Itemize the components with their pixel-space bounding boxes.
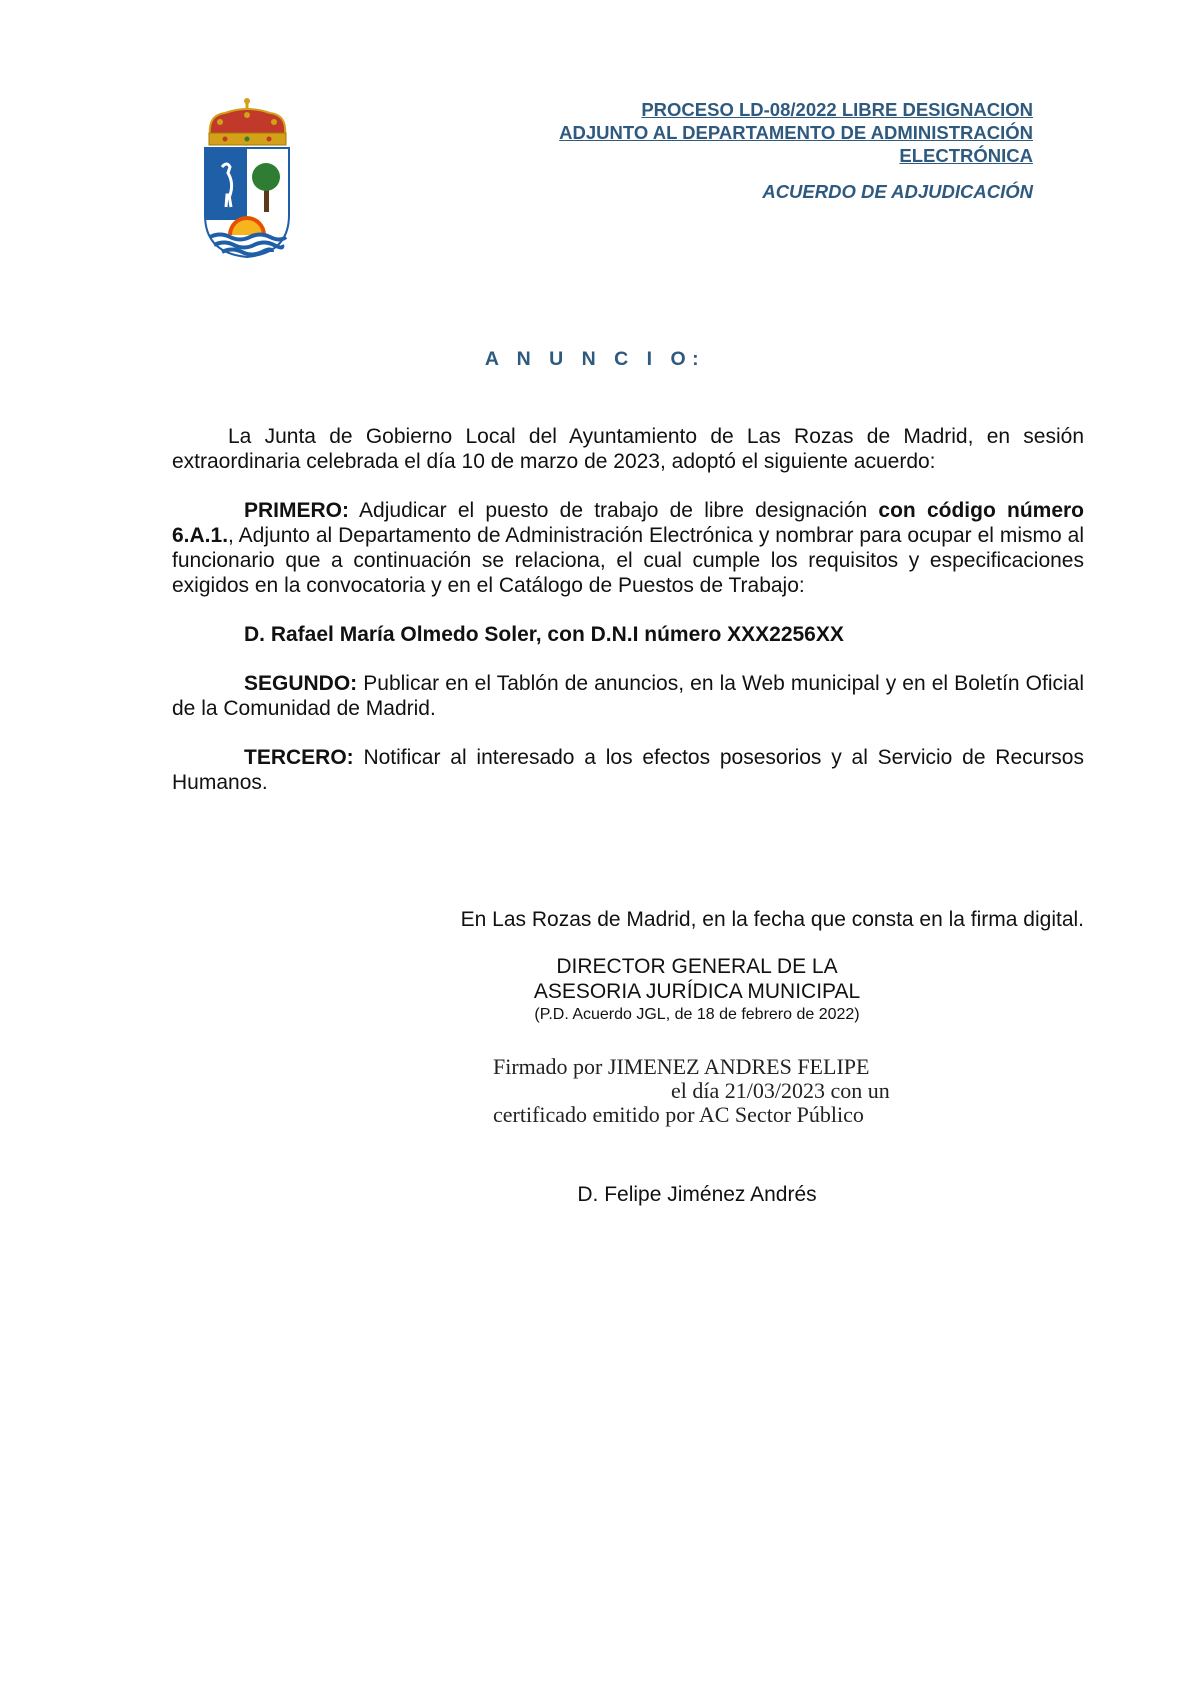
primero-text-1: Adjudicar el puesto de trabajo de libre designación xyxy=(349,499,879,522)
segundo-label: SEGUNDO: xyxy=(244,672,358,695)
tercero-label: TERCERO: xyxy=(244,746,354,769)
primero-text-2: , Adjunto al Departamento de Administración Electrónica y nombrar para ocupar el mismo al funcionario que a continuación se relaciona, el cual cumple los requisitos y especificaciones exigidos en la convocatoria y en el Catálogo de Puestos de Trabajo: xyxy=(172,524,1084,597)
segundo-paragraph xyxy=(172,671,1084,721)
primero-paragraph xyxy=(172,498,1084,598)
signer-role-2: ASESORIA JURÍDICA MUNICIPAL xyxy=(533,980,861,1003)
signer-role-1: DIRECTOR GENERAL DE LA xyxy=(556,955,838,978)
document-subtitle: ACUERDO DE ADJUDICACIÓN xyxy=(762,181,1033,202)
signer-name: D. Felipe Jiménez Andrés xyxy=(577,1183,817,1206)
tercero-text: Notificar al interesado a los efectos posesorios y al Servicio de Recursos Humanos. xyxy=(172,746,1084,794)
signature-place: En Las Rozas de Madrid, en la fecha que consta en la firma digital. xyxy=(460,908,1084,931)
primero-code: con código número 6.A.1. xyxy=(172,499,1084,547)
digital-signature-stamp xyxy=(493,1055,913,1127)
document-body xyxy=(172,424,1084,819)
intro-paragraph: La Junta de Gobierno Local del Ayuntamiento de Las Rozas de Madrid, en sesión extraordinaria celebrada el día 10 de marzo de 2023, adoptó el siguiente acuerdo: xyxy=(172,425,1084,473)
delegation-note: (P.D. Acuerdo JGL, de 18 de febrero de 2022) xyxy=(534,1006,860,1023)
page-title: A N U N C I O: xyxy=(484,348,706,370)
coat-of-arms-icon xyxy=(200,95,295,260)
process-line-3: ELECTRÓNICA xyxy=(899,145,1033,166)
tercero-paragraph xyxy=(172,745,1084,795)
segundo-text: Publicar en el Tablón de anuncios, en la Web municipal y en el Boletín Oficial de la Comunidad de Madrid. xyxy=(172,672,1084,720)
signature-block xyxy=(430,907,1084,1025)
process-line-1: PROCESO LD-08/2022 LIBRE DESIGNACION xyxy=(641,99,1033,120)
appointed-person: D. Rafael María Olmedo Soler, con D.N.I número XXX2256XX xyxy=(244,623,844,646)
stamp-line-3: certificado emitido por AC Sector Público xyxy=(493,1102,864,1127)
stamp-line-1: Firmado por JIMENEZ ANDRES FELIPE xyxy=(493,1054,870,1079)
process-line-2: ADJUNTO AL DEPARTAMENTO DE ADMINISTRACIÓN xyxy=(559,122,1033,143)
document-header xyxy=(473,98,1033,203)
primero-label: PRIMERO: xyxy=(244,499,349,522)
stamp-line-2: el día 21/03/2023 con un xyxy=(671,1078,890,1103)
